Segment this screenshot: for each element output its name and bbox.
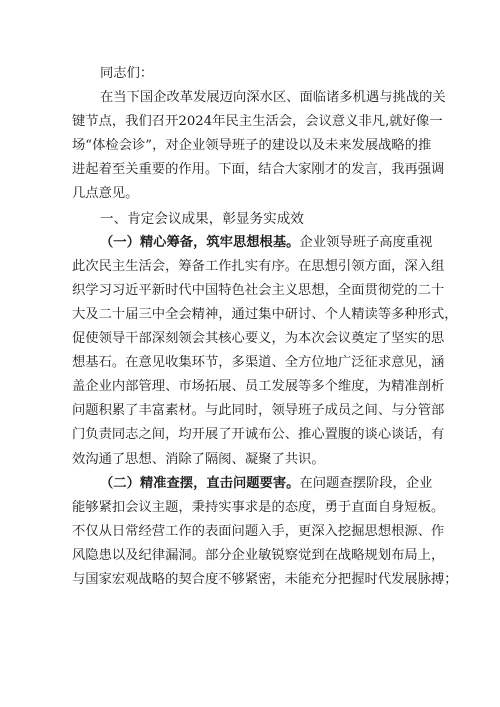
paragraph-line: 此次民主生活会，筹备工作扎实有序。在思想引领方面，深入组: [72, 258, 445, 274]
paragraph-line: 与国家宏观战略的契合度不够紧密，未能充分把握时代发展脉搏；: [72, 571, 458, 587]
paragraph-line: 门负责同志之间，均开展了开诚布公、推心置腹的谈心谈话，有: [72, 427, 445, 443]
paragraph-text: 在问题查摆阶段，企业: [299, 475, 433, 491]
intro-line: 键节点，我们召开2024年民主生活会，会议意义非凡,就好像一: [72, 114, 443, 130]
section-heading: 一、肯定会议成果，彰显务实成效: [100, 210, 304, 227]
paragraph-line: 问题积累了丰富素材。与此同时，领导班子成员之间、与分管部: [72, 403, 445, 419]
intro-line: 进起着至关重要的作用。下面，结合大家刚才的发言，我再强调: [72, 162, 445, 178]
subsection-first-line: [72, 472, 433, 496]
paragraph-line: 盖企业内部管理、市场拓展、员工发展等多个维度，为精准剖析: [72, 379, 445, 395]
intro-line: 场“体检会诊”，对企业领导班子的建设以及未来发展战略的推: [72, 138, 432, 154]
intro-line: 几点意见。: [72, 186, 139, 202]
paragraph-line: 不仅从日常经营工作的表面问题入手，更深入挖掘思想根源、作: [72, 523, 445, 539]
paragraph-line: 风隐患以及纪律漏洞。部分企业敏锐察觉到在战略规划布局上，: [72, 547, 445, 563]
paragraph-line: 能够紧扣会议主题，秉持实事求是的态度，勇于直面自身短板。: [72, 499, 445, 515]
intro-line: 在当下国企改革发展迈向深水区、面临诸多机遇与挑战的关: [100, 90, 446, 106]
paragraph-line: 想基石。在意见收集环节，多渠道、全方位地广泛征求意见，涵: [72, 355, 445, 371]
paragraph-line: 效沟通了思想、消除了隔阂、凝聚了共识。: [72, 451, 325, 467]
document-body: [72, 62, 458, 592]
paragraph-line: 织学习习近平新时代中国特色社会主义思想，全面贯彻党的二十: [72, 282, 445, 298]
subsection-first-line: [72, 231, 433, 255]
paragraph-line: 促使领导干部深刻领会其核心要义，为本次会议奠定了坚实的思: [72, 331, 445, 347]
subsection-title: （二）精准查摆，直击问题要害。: [100, 475, 300, 491]
paragraph-text: 企业领导班子高度重视: [299, 234, 433, 250]
salutation: 同志们：: [100, 66, 154, 81]
subsection-title: （一）精心筹备，筑牢思想根基。: [100, 234, 300, 250]
paragraph-line: 大及二十届三中全会精神，通过集中研讨、个人精读等多种形式，: [72, 306, 458, 322]
